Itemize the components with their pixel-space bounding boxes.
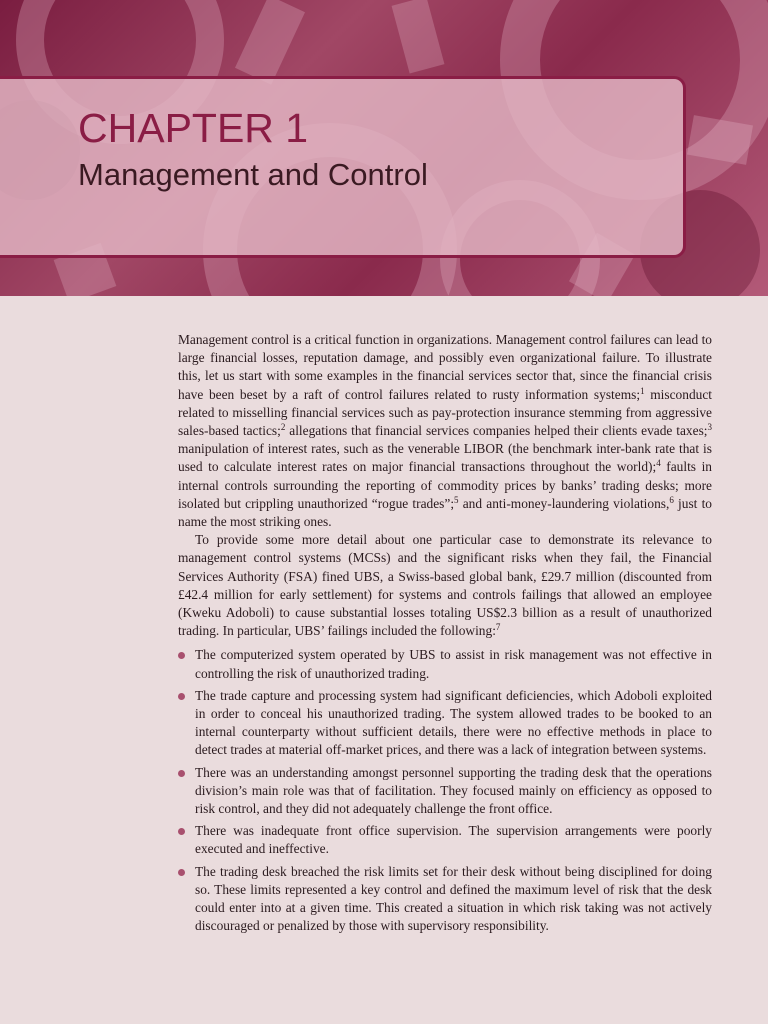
bullet-dot-icon <box>178 652 185 659</box>
footnote-ref-4: 4 <box>656 458 661 469</box>
bullet-dot-icon <box>178 828 185 835</box>
ubs-case-paragraph <box>178 531 712 640</box>
list-item-text: The computerized system operated by UBS to assist in risk management was not effective in controlling the risk of unauthorized trading. <box>195 647 712 681</box>
intro-paragraph <box>178 331 712 531</box>
list-item <box>178 646 712 682</box>
paragraph-text: To provide some more detail about one particular case to demonstrate its relevance to management control systems (MCSs) and the significant risks when they fail, the Financial Services Authority (FSA) fined UBS, a Swiss-based global bank, £29.7 million (discounted from £42.4 million for early settlement) for systems and controls failings that allowed an employee (Kweku Adoboli) to cause substantial losses totaling US$2.3 billion as a result of unauthorized trading. In particular, UBS’ failings included the following: <box>178 532 712 639</box>
paragraph-text: faults in internal controls surrounding the reporting of commodity prices by banks’ trading desks; more isolated but crippling unauthorized “rogue trades”; <box>178 459 712 511</box>
footnote-ref-5: 5 <box>454 494 459 505</box>
body-text <box>178 331 712 940</box>
list-item-text: The trading desk breached the risk limits set for their desk without being disciplined for doing so. These limits represented a key control and defined the maximum level of risk that the desk could enter into at a given time. This created a situation in which risk taking was not actively discouraged or penalized by those with supervisory responsibility. <box>195 863 712 934</box>
footnote-ref-7: 7 <box>495 622 501 633</box>
footnote-ref-1: 1 <box>640 385 645 396</box>
footnote-ref-6: 6 <box>669 494 674 505</box>
paragraph-text: misconduct related to misselling financial services such as pay-protection insurance stemming from aggressive sales-based tactics; <box>178 386 712 439</box>
list-item <box>178 687 712 760</box>
paragraph-text: allegations that financial services companies helped their clients evade taxes; <box>285 423 708 439</box>
list-item-text: There was inadequate front office supervision. The supervision arrangements were poorly executed and ineffective. <box>195 823 712 857</box>
bullet-dot-icon <box>178 693 185 700</box>
chapter-banner <box>0 0 768 296</box>
list-item-text: The trade capture and processing system had significant deficiencies, which Adoboli exploited in order to conceal his unauthorized trading. The system allowed trades to be booked to an internal counterparty without sufficient details, there were no effective methods in place to detect trades at material off-market prices, and there was a lack of integration between systems. <box>195 687 712 758</box>
paragraph-text: Management control is a critical function in organizations. Management control failures can lead to large financial losses, reputation damage, and possibly even organizational failure. To illustrate this, let us start with some examples in the financial services sector that, since the financial crisis have been beset by a raft of control failures related to rusty information systems; <box>178 332 712 402</box>
list-item <box>178 764 712 819</box>
footnote-ref-3: 3 <box>707 422 713 433</box>
chapter-title: Management and Control <box>78 157 428 192</box>
paragraph-text: and anti-money-laundering violations, <box>458 495 670 511</box>
list-item <box>178 822 712 858</box>
footnote-ref-2: 2 <box>280 422 286 433</box>
paragraph-text: manipulation of interest rates, such as the venerable LIBOR (the benchmark inter-bank rate that is used to calculate interest rates on major financial transactions throughout the world); <box>178 441 712 475</box>
bullet-dot-icon <box>178 869 185 876</box>
bullet-dot-icon <box>178 770 185 777</box>
chapter-number: CHAPTER 1 <box>78 105 309 151</box>
list-item-text: There was an understanding amongst personnel supporting the trading desk that the operations division’s main role was that of facilitation. They focused mainly on efficiency as opposed to risk control, and they did not adequately challenge the front office. <box>195 764 712 817</box>
list-item <box>178 863 712 936</box>
paragraph-text: just to name the most striking ones. <box>178 495 712 530</box>
ubs-failings-list <box>178 646 712 935</box>
